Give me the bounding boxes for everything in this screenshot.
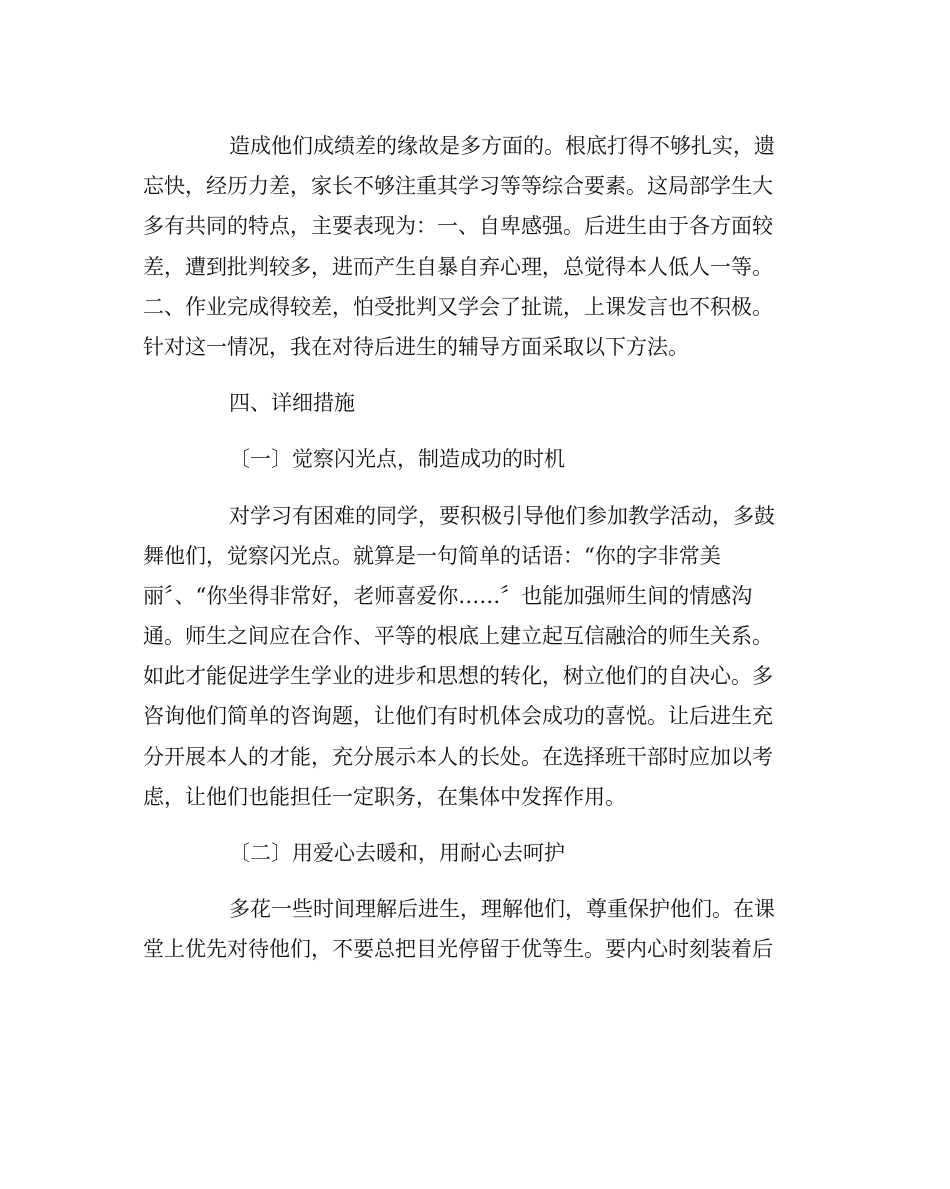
paragraph-line: 如此才能促进学生学业的进步和思想的转化，树立他们的自决心。多 <box>143 664 773 689</box>
paragraph-line: 多花一些时间理解后进生，理解他们，尊重保护他们。在课 <box>229 897 775 922</box>
paragraph-line: 多有共同的特点，主要表现为：一、自卑感强。后进生由于各方面较 <box>143 214 773 239</box>
paragraph-line: 针对这一情况，我在对待后进生的辅导方面采取以下方法。 <box>143 334 689 359</box>
paragraph-line: 咨询他们简单的咨询题，让他们有时机体会成功的喜悦。让后进生充 <box>143 704 773 729</box>
section-heading: 四、详细措施 <box>229 391 355 416</box>
paragraph-measures-two <box>143 889 803 969</box>
subsection-heading: 〔一〕觉察闪光点，制造成功的时机 <box>229 447 565 472</box>
paragraph-causes <box>143 126 803 367</box>
paragraph-line: 造成他们成绩差的缘故是多方面的。根底打得不够扎实，遗 <box>229 134 775 158</box>
paragraph-line: 丽〞、“你坐得非常好，老师喜爱你……〞也能加强师生间的情感沟 <box>143 583 753 608</box>
paragraph-line: 虑，让他们也能担任一定职务，在集体中发挥作用。 <box>143 784 626 809</box>
paragraph-line: 堂上优先对待他们，不要总把目光停留于优等生。要内心时刻装着后 <box>143 937 773 962</box>
paragraph-measures-one <box>143 496 803 818</box>
paragraph-line: 二、作业完成得较差，怕受批判又学会了扯谎，上课发言也不积极。 <box>143 294 773 319</box>
paragraph-line: 分开展本人的才能，充分展示本人的长处。在选择班干部时应加以考 <box>143 744 773 769</box>
paragraph-line: 忘快，经历力差，家长不够注重其学习等等综合要素。这局部学生大 <box>143 174 773 199</box>
paragraph-line: 对学习有困难的同学，要积极引导他们参加教学活动，多鼓 <box>229 503 775 528</box>
paragraph-line: 通。师生之间应在合作、平等的根底上建立起互信融洽的师生关系。 <box>143 624 773 649</box>
paragraph-line: 舞他们，觉察闪光点。就算是一句简单的话语：“你的字非常美 <box>143 543 721 568</box>
document-body <box>143 126 803 970</box>
subsection-heading: 〔二〕用爱心去暖和，用耐心去呵护 <box>229 841 565 865</box>
paragraph-line: 差，遭到批判较多，进而产生自暴自弃心理，总觉得本人低人一等。 <box>143 254 773 279</box>
